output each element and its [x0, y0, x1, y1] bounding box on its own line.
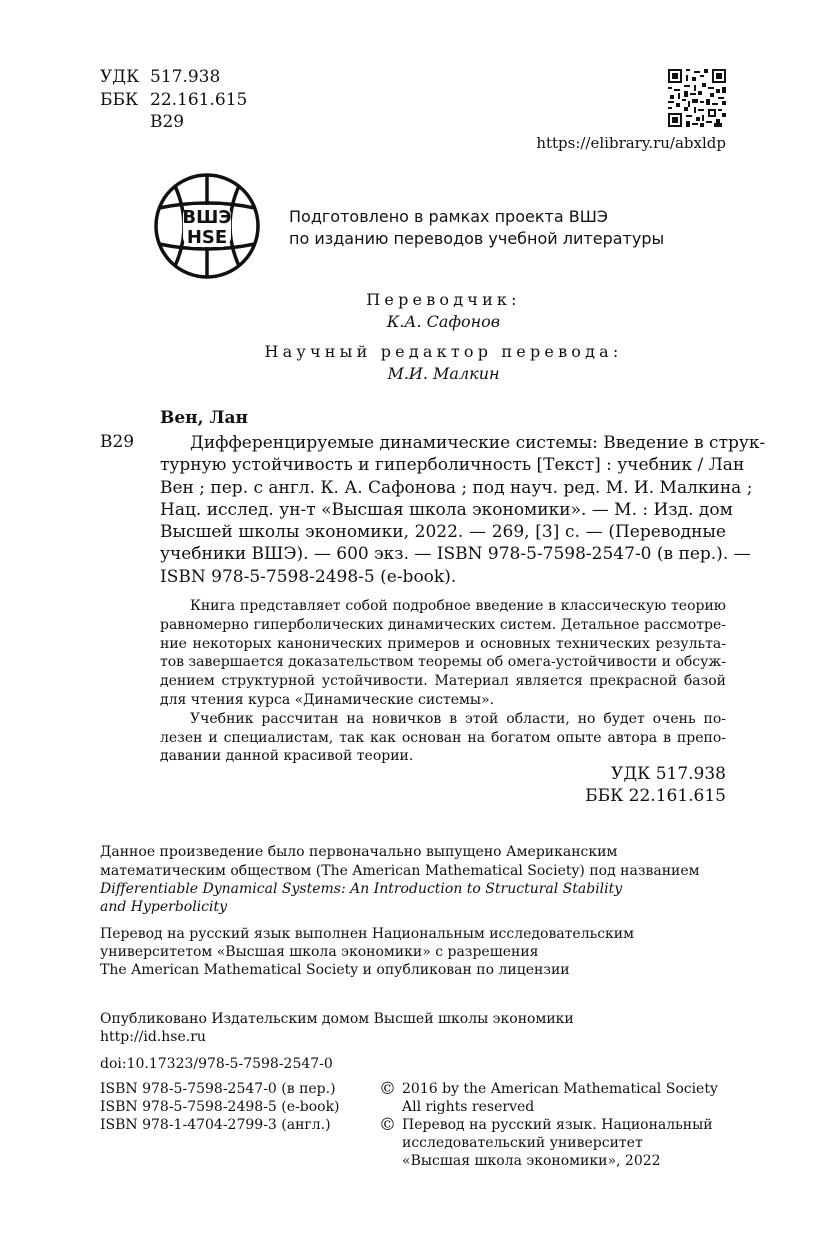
record-line: ISBN 978-5-7598-2498-5 (e-book).: [160, 566, 457, 587]
project-line2: по изданию переводов учебной литературы: [289, 229, 665, 248]
translator-name: К.А. Сафонов: [386, 312, 501, 331]
abstract-line: давании данной красивой теории.: [160, 748, 414, 765]
abstract-line: для чтения курса «Динамические системы».: [160, 691, 495, 708]
translation-line2: университетом «Высшая школа экономики» с разрешения: [100, 944, 539, 960]
author-mark: В29: [150, 112, 185, 132]
abstract-bbk: ББК 22.161.615: [585, 786, 726, 806]
abstract-udk: УДК 517.938: [611, 764, 726, 784]
record-line: Вен ; пер. с англ. К. А. Сафонова ; под науч. ред. М. И. Малкина ;: [160, 477, 753, 498]
translation-line3: The American Mathematical Society и опубликован по лицензии: [100, 962, 570, 978]
copyright-line2: All rights reserved: [402, 1099, 535, 1115]
abstract-line: тов завершается доказательством теоремы об омега-устойчивости и обсуж-: [160, 654, 726, 671]
record-line: Нац. исслед. ун-т «Высшая школа экономики». — М. : Изд. дом: [160, 499, 733, 520]
abstract-line: дением структурной устойчивости. Материал является прекрасной базой: [160, 673, 726, 690]
isbn-hardcover: ISBN 978-5-7598-2547-0 (в пер.): [100, 1081, 336, 1097]
translation-line1: Перевод на русский язык выполнен Национальным исследовательским: [100, 926, 635, 942]
origin-line2: математическим обществом (The American Mathematical Society) под названием: [100, 863, 700, 879]
record-line: турную устойчивость и гиперболичность [Текст] : учебник / Лан: [160, 455, 745, 476]
udk-label: УДК: [100, 67, 140, 87]
copyright-line4: исследовательский университет: [402, 1135, 643, 1151]
udk-value: 517.938: [150, 67, 221, 87]
copyright-line1: 2016 by the American Mathematical Society: [402, 1081, 718, 1097]
abstract-line: равномерно гиперболических динамических систем. Детальное рассмотре-: [160, 616, 726, 633]
logo-line2: HSE: [186, 227, 228, 248]
origin-title1: Differentiable Dynamical Systems: An Introduction to Structural Stability: [100, 881, 623, 897]
translator-label: Переводчик:: [366, 290, 521, 309]
copyright-line5: «Высшая школа экономики», 2022: [402, 1153, 661, 1169]
abstract-line: Книга представляет собой подробное введение в классическую теорию: [190, 598, 726, 614]
copyright-icon: ©: [379, 1115, 396, 1135]
elibrary-link[interactable]: https://elibrary.ru/abxldp: [536, 134, 726, 152]
qr-code-icon[interactable]: [668, 69, 726, 127]
copyright-icon: ©: [379, 1079, 396, 1099]
project-line1: Подготовлено в рамках проекта ВШЭ: [289, 207, 608, 226]
hse-logo: [153, 172, 261, 280]
abstract-line: лезен и специалистам, так как основан на богатом опыте автора в препо-: [160, 729, 726, 746]
abstract-line: ние некоторых канонических примеров и основных технических результа-: [160, 635, 726, 652]
bbk-value: 22.161.615: [150, 90, 248, 110]
origin-line1: Данное произведение было первоначально выпущено Американским: [100, 844, 618, 860]
isbn-english: ISBN 978-1-4704-2799-3 (англ.): [100, 1117, 331, 1133]
record-line: Высшей школы экономики, 2022. — 269, [3] с. — (Переводные: [160, 522, 726, 543]
copyright-line3: Перевод на русский язык. Национальный: [402, 1117, 713, 1133]
record-mark: В29: [100, 432, 135, 452]
record-author: Вен, Лан: [160, 408, 248, 428]
editor-name: М.И. Малкин: [387, 364, 500, 383]
publisher-url[interactable]: http://id.hse.ru: [100, 1029, 206, 1045]
record-line: Дифференцируемые динамические системы: Введение в струк-: [190, 433, 766, 453]
editor-label: Научный редактор перевода:: [264, 342, 623, 361]
doi[interactable]: doi:10.17323/978-5-7598-2547-0: [100, 1056, 333, 1072]
publisher-line: Опубликовано Издательским домом Высшей школы экономики: [100, 1011, 574, 1027]
isbn-ebook: ISBN 978-5-7598-2498-5 (e-book): [100, 1099, 340, 1115]
logo-line1: ВШЭ: [182, 207, 232, 228]
abstract: [160, 597, 726, 766]
record-line: учебники ВШЭ). — 600 экз. — ISBN 978-5-7598-2547-0 (в пер.). —: [160, 544, 751, 565]
bbk-label: ББК: [100, 90, 139, 110]
record-body: [160, 432, 766, 588]
origin-title2: and Hyperbolicity: [100, 899, 228, 915]
abstract-line: Учебник рассчитан на новичков в этой области, но будет очень по-: [190, 710, 726, 727]
